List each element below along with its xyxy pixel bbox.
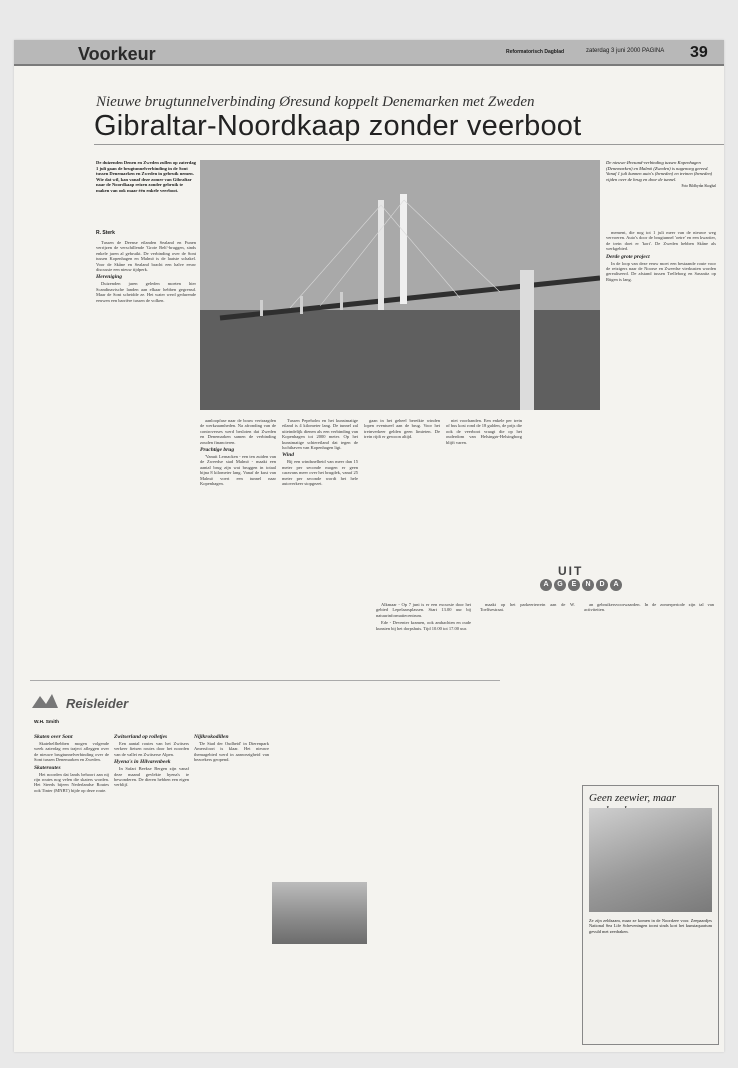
- agenda-entry: maakt op het parkeerterrein aan de W. Toelfsestraat.: [480, 602, 575, 613]
- article-paragraph: aanloopfase naar de bouw vertraagden de werkzaamheden. Na afronding van de controverses werd besloten dat Zweden en Denemarken samen de verbinding zouden financieren.: [200, 418, 276, 445]
- agenda-letter: E: [568, 579, 580, 591]
- photo-caption: [606, 160, 716, 190]
- reis-column-3: [194, 732, 269, 765]
- photo-credit: Foto Bildbyrån Skoghal: [681, 184, 716, 189]
- agenda-letter: A: [610, 579, 622, 591]
- newspaper-page: [14, 40, 724, 1052]
- subheading: Prachtige brug: [200, 447, 235, 454]
- reis-paragraph: Het noorden dat lands behoort aan nij rijn routes nog velen die skaters worden. Het Steeds bijeen Nederlandse Routes ook Tinter (MNBT) bijde op deze route.: [34, 771, 109, 793]
- subheading: Hereniging: [96, 274, 122, 281]
- article-lead: De duizenden Denen en Zweden zullen op zaterdag 1 juli gaan de brugtunnelverbinding in de Sont tussen Denemarken en Zweden in gebruik nemen. Wie dat wil, kan vanaf deze zomer van Gibraltar naar de Noordkaap reizen zonder gebruik te maken van ook maar één enkele veerboot.: [96, 160, 196, 193]
- article-column-2: [200, 418, 276, 488]
- article-column-3: [282, 418, 358, 488]
- subheading: Nijlkrokodillen: [194, 734, 229, 740]
- zeedraak-text: Ze zijn zeldzaam, maar ze komen in de Noordzee voor. Zeepaardjes National Sea Life Scheveningen toont sinds kort het kunstaquarium gevuld met zeedraken.: [589, 918, 712, 934]
- reisleider-logo-icon: [30, 690, 60, 714]
- agenda-column-1: [376, 602, 471, 633]
- uit-title: UIT: [558, 564, 584, 578]
- agenda-column-2: [480, 602, 575, 615]
- article-paragraph: mement, die nog tot 1 juli meer van de nieuwe weg vervoeren. Auto's door de brugtunnel 'oetre' en een kwartier, de trein doet er 'kort'. De Zweden hebben Skåne als werkgebied.: [606, 230, 716, 252]
- seadragon-photo: [589, 808, 712, 912]
- agenda-letter: A: [540, 579, 552, 591]
- reis-column-1: [34, 732, 109, 795]
- agenda-column-3: [584, 602, 714, 615]
- zeedraak-box: [582, 785, 719, 1045]
- article-kicker: Nieuwe brugtunnelverbinding Øresund koppelt Denemarken met Zweden: [96, 94, 535, 110]
- article-paragraph: 'Vanuit Lernacken - een ten zuiden van de Zweedse stad Malmö - maakt een aantal brug zijn wat bruggen in totaal bijna 8 kilometer lang. Vanaf de kust van Malmö voert een tunnel naar Kopenhagen.: [200, 454, 276, 487]
- agenda-entry: Ede - Deventer kramen, ook ambachten en oude kunsten bij het dorpshuis. Tijd 10.00 tot 17.00 uur.: [376, 620, 471, 631]
- reisleider-title: Reisleider: [66, 696, 129, 711]
- bridge-photo: [200, 160, 600, 410]
- article-column-5: [446, 418, 522, 447]
- reis-column-2: [114, 732, 189, 790]
- reisleider-header: [30, 690, 170, 714]
- uit-agenda-header: [512, 564, 672, 598]
- subheading: Hyena's in Hilvarenbeek: [114, 759, 171, 766]
- agenda-letter: D: [596, 579, 608, 591]
- reis-paragraph: Skatehelfhebben mogen volgende week zaterdag een traject afleggen over de nieuwe brugtunnelverbinding over de Sont tussen Denemarken en Zweden.: [34, 741, 109, 763]
- agenda-letter: N: [582, 579, 594, 591]
- subheading: Zwitserland op rolletjes: [114, 734, 168, 740]
- reis-paragraph: Een aantal routes van het Zwitsers verkeer fietsen routes door het noorden van de vallei en Zwitserse Alpen.: [114, 741, 189, 757]
- agenda-letters: [540, 579, 622, 591]
- article-byline: R. Sterk: [96, 230, 115, 236]
- article-column-4: [364, 418, 440, 442]
- subheading: Skaten over Sont: [34, 734, 73, 740]
- reisleider-author: W.H. Smith: [34, 720, 60, 725]
- article-paragraph: Tussen Pepeholm en het kunstmatige eiland is 4 kilometer lang. De tunnel zal uiteindelijk dienen als een verbinding van Kopenhagen tot 2000 meter. Op het kunstmatige schiereiland dat tegen de luchthaven van Kopenhagen ligt.: [282, 418, 358, 451]
- section-title: Voorkeur: [78, 44, 156, 64]
- subheading: Skateroutes: [34, 764, 61, 771]
- article-paragraph: Duizenden jaren geleden moeten hier Scandinavische landen aan elkaar hebben gegrensd. Maar de Sont scheidde ze. Het water werd gedurende eeuwen een barrière tussen de volken.: [96, 281, 196, 303]
- page-number: 39: [690, 44, 708, 61]
- article-paragraph: Bij een windsnelheid van meer dan 15 meter per seconde mogen er geen caravans meer over het brugdek, vanaf 25 meter per seconde wordt het hele autoverkeer stopgezet.: [282, 459, 358, 487]
- agenda-entry: an gebruikersvoorwaarden. In de zomerperiode zijn tal van activiteiten.: [584, 602, 714, 613]
- article-paragraph: Tussen de Deense eilanden Sealand en Funen verrijzen de verschillende 'Grote Belt'-bruggen, sinds enkele jaren al gebruikt. De verbinding over de Sont tussen Kopenhagen en Malmö is de laatste schakel. Voor de Skåne en Sealand bracht een halve eeuw discussie een nieuw tijdperk.: [96, 240, 196, 273]
- reis-paragraph: In Safari Beekse Bergen zijn vanaf deze maand gevlekte hyena's te bewonderen. De dieren hebben een eigen verblijf.: [114, 766, 189, 788]
- agenda-letter: G: [554, 579, 566, 591]
- paper-name: Reformatorisch Dagblad: [506, 49, 565, 55]
- article-headline: Gibraltar-Noordkaap zonder veerboot: [94, 110, 582, 142]
- article-paragraph: gaan in het geheel bereikte winden lopen eventueel aan de brug. Voor het treinverkeer gelden geen limieten. De trein rijdt er gewoon altijd.: [364, 418, 440, 440]
- zeedraak-title: Geen zeewier, maar: [589, 792, 677, 804]
- caption-text: De nieuwe Øresund-verbinding tussen Kopenhagen (Denemarken) en Malmö (Zweden) is nagenoeg gereed. Vanaf 1 juli kunnen auto's (beneden) en treinen (beneden) vijden over de brug en door de tunnel.: [606, 160, 713, 182]
- subheading: Derde grote project: [606, 253, 650, 260]
- page-header: [14, 40, 724, 66]
- reis-paragraph: 'De Stad der Oudheid' in Dierenpark Amersfoort is klaar. Het nieuwe themagebied werd in aanwezigheid van bezoekers geopend.: [194, 741, 269, 763]
- agenda-entry: Alkmaar - Op 7 juni is er een excursie door het gebied Lepelaarsplassen. Start 13.00 uur bij natuurinformatiecentrum.: [376, 602, 471, 618]
- issue-date: zaterdag 3 juni 2000 PAGINA: [586, 48, 665, 54]
- section-divider: [30, 680, 500, 681]
- subheading: Wind: [282, 452, 295, 459]
- article-paragraph: niet voorhanden. Een enkele per trein of bus kost rond de 18 gulden, de prijs die ook de veerboot vraagt die op het ouderdom van Helsingør-Helsingborg blijft varen.: [446, 418, 522, 445]
- article-paragraph: In de loop van deze eeuw moet een bestaande route voor de reizigers naar de Noorse en Zweedse vierkusten worden gerealiseerd. De afstand tussen Trelleborg en Sassnitz op Rügen is lang.: [606, 260, 716, 282]
- headline-rule: [94, 144, 724, 145]
- article-column-1: [96, 240, 196, 305]
- bridge-illustration: [200, 160, 600, 410]
- hyena-photo: [272, 882, 367, 944]
- article-column-right: [606, 230, 716, 284]
